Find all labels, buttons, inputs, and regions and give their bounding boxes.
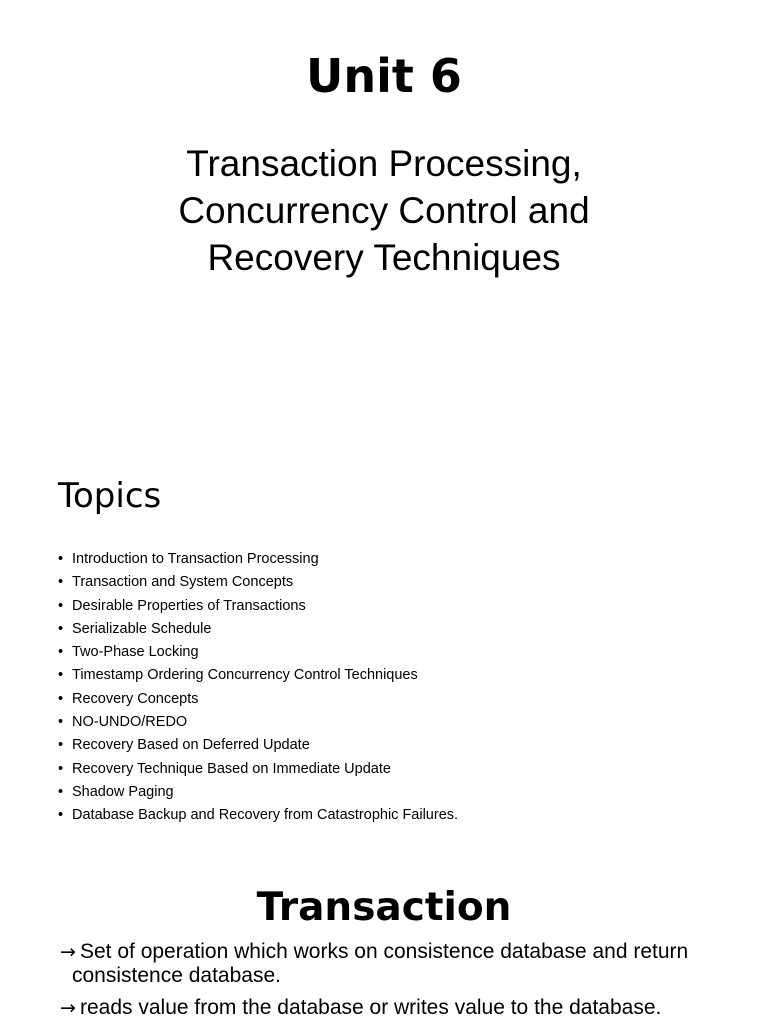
transaction-title: Transaction bbox=[256, 885, 512, 930]
list-item bbox=[58, 664, 458, 687]
list-item bbox=[60, 996, 720, 1020]
bullet-icon: • bbox=[58, 783, 64, 800]
list-item bbox=[58, 758, 458, 781]
topic-text: Timestamp Ordering Concurrency Control Techniques bbox=[72, 667, 418, 684]
bullet-icon: • bbox=[58, 597, 64, 614]
topic-text: Recovery Concepts bbox=[72, 690, 199, 707]
list-item bbox=[58, 781, 458, 804]
transaction-slide bbox=[0, 860, 768, 1024]
subtitle-line: Recovery Techniques bbox=[207, 237, 561, 278]
bullet-icon: • bbox=[58, 551, 64, 567]
right-arrow-icon: → bbox=[60, 941, 76, 963]
list-item bbox=[58, 711, 458, 734]
topic-text: Desirable Properties of Transactions bbox=[72, 597, 306, 614]
list-item bbox=[58, 595, 458, 618]
list-item bbox=[58, 571, 458, 594]
unit-subtitle bbox=[0, 140, 768, 281]
list-item bbox=[58, 548, 458, 571]
topic-text: Serializable Schedule bbox=[72, 620, 212, 637]
list-item bbox=[58, 618, 458, 641]
unit-title: Unit 6 bbox=[306, 49, 462, 103]
topic-text: NO-UNDO/REDO bbox=[72, 714, 188, 731]
topic-text: Shadow Paging bbox=[72, 783, 174, 800]
bullet-icon: • bbox=[58, 760, 64, 777]
list-item bbox=[58, 641, 458, 664]
topics-title: Topics bbox=[58, 476, 162, 516]
point-text: reads value from the database or writes value to the database. bbox=[80, 996, 662, 1019]
bullet-icon: • bbox=[58, 667, 64, 684]
bullet-icon: • bbox=[58, 644, 64, 661]
bullet-icon: • bbox=[58, 807, 64, 824]
topic-text: Two-Phase Locking bbox=[72, 644, 199, 661]
list-item bbox=[60, 940, 720, 987]
topic-text: Recovery Technique Based on Immediate Update bbox=[72, 760, 391, 777]
bullet-icon: • bbox=[58, 574, 64, 591]
topic-text: Database Backup and Recovery from Catastrophic Failures. bbox=[72, 807, 459, 824]
subtitle-line: Concurrency Control and bbox=[178, 190, 590, 231]
bullet-icon: • bbox=[58, 737, 64, 754]
topics-slide bbox=[0, 440, 768, 860]
topic-text: Introduction to Transaction Processing bbox=[72, 551, 319, 567]
list-item bbox=[58, 734, 458, 757]
subtitle-line: Transaction Processing, bbox=[186, 143, 582, 184]
list-item bbox=[58, 688, 458, 711]
topic-text: Transaction and System Concepts bbox=[72, 574, 294, 591]
transaction-points bbox=[60, 940, 720, 1029]
bullet-icon: • bbox=[58, 620, 64, 637]
right-arrow-icon: → bbox=[60, 997, 76, 1019]
bullet-icon: • bbox=[58, 714, 64, 731]
title-slide bbox=[0, 0, 768, 440]
point-text: Set of operation which works on consistence database and return consistence database. bbox=[72, 940, 689, 987]
topic-text: Recovery Based on Deferred Update bbox=[72, 737, 310, 754]
list-item bbox=[58, 804, 458, 827]
topic-list bbox=[58, 548, 458, 828]
bullet-icon: • bbox=[58, 690, 64, 707]
